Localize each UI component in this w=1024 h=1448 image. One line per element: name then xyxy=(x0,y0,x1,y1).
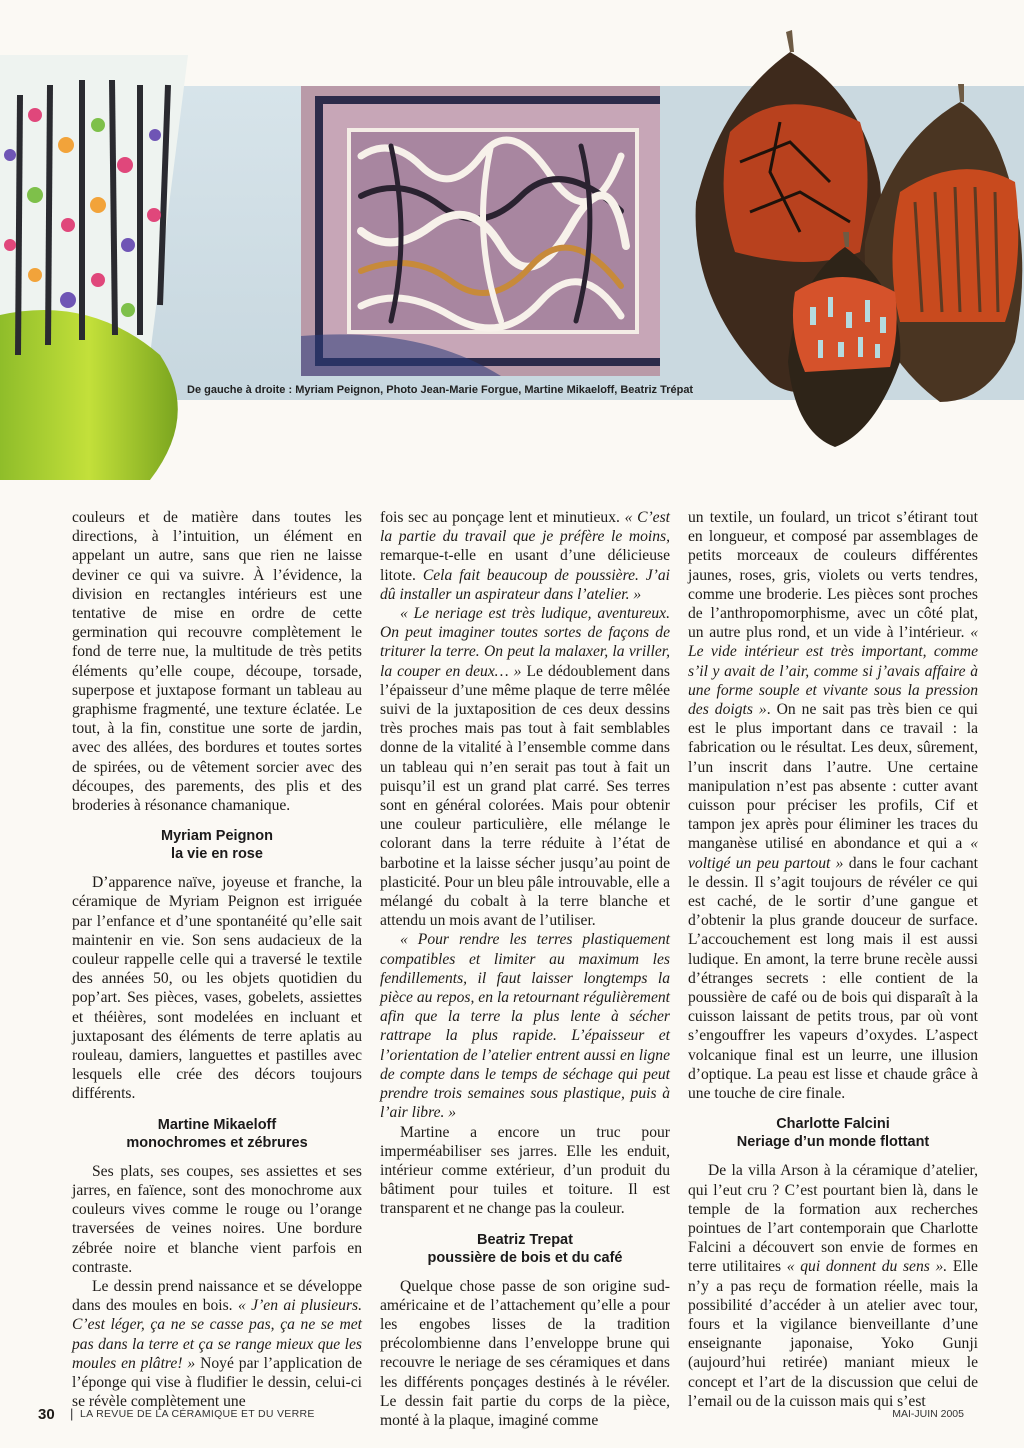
issue-date: MAI-JUIN 2005 xyxy=(892,1408,964,1420)
paragraph: Martine a encore un truc pour imperméabiliser ses jarres. Elle les enduit, intérieur comme extérieur, d’un produit du bâtiment pour tuiles et toiture. Il est transparent et ne change pas la couleur. xyxy=(380,1123,670,1218)
text-column-2 xyxy=(380,508,670,1430)
paragraph xyxy=(688,1161,978,1411)
paragraph xyxy=(72,1277,362,1411)
paragraph xyxy=(380,604,670,930)
text-run: fois sec au ponçage lent et minutieux. xyxy=(380,509,625,526)
paragraph xyxy=(380,508,670,604)
text-column-3 xyxy=(688,508,978,1411)
journal-title: LA REVUE DE LA CÉRAMIQUE ET DU VERRE xyxy=(80,1408,315,1420)
text-column-1 xyxy=(72,508,362,1411)
paragraph: Ses plats, ses coupes, ses assiettes et ses jarres, en faïence, sont des monochrome aux couleurs vives comme le rouge ou l’orange traversées de veines noires. Une bordure zébrée noire et blanche vient parfois en contraste. xyxy=(72,1162,362,1276)
text-run: Le dédoublement dans l’épaisseur d’une même plaque de terre mêlée suivi de la juxtaposition de ces deux dessins très proches mais pas tout à fait semblables donne de la vitalité à l’ensemble comme dans un tableau qui n’en serait pas tout à fait un puisqu’il est un grand plat carré. Ses terres sont en général colorées. Mais pour obtenir une couleur particulière, elle mélange le colorant dans la terre réduite à l’état de barbotine et la laisse sécher jusqu’au point de plasticité. Pour un bleu pâle introuvable, elle a mélangé du cobalt à la terre blanche et attendu un mois avant de l’utiliser. xyxy=(380,662,670,930)
heading-subtitle: monochromes et zébrures xyxy=(126,1134,308,1151)
heading-name: Charlotte Falcini xyxy=(776,1116,890,1133)
section-heading-martine-mikaeloff xyxy=(72,1116,362,1152)
heading-subtitle: Neriage d’un monde flottant xyxy=(736,1134,930,1151)
text-run: dans le four cachant le dessin. Il s’agit toujours de révéler ce qui est caché, de le sortir d’une gangue et d’obtenir la plus grande douceur de surface. L’accouchement est long mais il est aussi ludique. En amont, la terre brune recèle aussi d’étranges secrets : elle contient de la poussière de café ou de bois qui disparaît à la cuisson laissant de petits trous, par où vont s’engouffrer les vapeurs d’oxydes. L’aspect volcanique final est un leurre, une illusion d’optique. La peau est lisse et chaude grâce à une touche de cire finale. xyxy=(688,854,978,1103)
photo-martine-mikaeloff-dish xyxy=(301,86,685,376)
text-run: un textile, un foulard, un tricot s’étirant tout en longueur, et composé par assemblages de petits morceaux de couleurs différentes jaunes, roses, gris, violets ou verts tendres, comme une broderie. Les pièces sont proches de l’anthropomorphisme, avec un côté plat, un autre plus rond, et un vide à l’intérieur. xyxy=(688,509,978,642)
quote-paragraph: « Pour rendre les terres plastiquement compatibles et limiter au maximum les fendillements, il faut laisser longtemps la pièce au repos, en la retournant régulièrement afin que la terre la plus lente à sécher rattrape la plus rapide. L’épaisseur et l’orientation de l’atelier entrent aussi en ligne de compte dans le temps de séchage qui peut prendre trois semaines sous plastique, puis à l’air libre. » xyxy=(380,931,670,1122)
photo-caption: De gauche à droite : Myriam Peignon, Photo Jean-Marie Forgue, Martine Mikaeloff, Beatriz Trépat xyxy=(187,384,694,396)
quote: « qui donnent du sens ». xyxy=(786,1258,948,1276)
section-heading-myriam-peignon xyxy=(72,827,362,863)
quote: Cela fait beaucoup de poussière. J’ai dû installer un aspirateur dans l’atelier. » xyxy=(380,566,670,603)
text-run: De la villa Arson à la céramique d’atelier, qui l’eut cru ? C’est pourtant bien là, dans le temple de la formation aux recherches pointues de l’art contemporain que Charlotte Falcini a découvert son envie de formes en terre utilitaires xyxy=(688,1162,978,1276)
paragraph xyxy=(688,508,978,1103)
text-run: Le dessin prend naissance et se développe dans des moules en bois. xyxy=(72,1277,362,1315)
quote: « voltigé un peu partout » xyxy=(688,835,978,872)
paragraph: couleurs et de matière dans toutes les directions, à l’intuition, un élément en appelant un autre, sans que rien ne laisse deviner ce qui va suivre. À l’évidence, la division en rectangles intérieurs est une tentative de mise en ordre de cette germination qui recouvre complètement le fond de terre nue, la multitude de très petits éléments qu’elle coupe, découpe, torsade, superpose et juxtapose formant un tableau au graphisme fragmenté, une texture éclatée. Le tout, à la fin, constitue une sorte de jardin, avec des allées, des bordures et toutes sortes de spirées, ou de vêtement sorcier avec des découpes, des parements, des plis et des broderies à résonance chamanique. xyxy=(72,509,362,815)
heading-subtitle: poussière de bois et du café xyxy=(427,1249,623,1266)
quote: « C’est la partie du travail que je préfère le moins, xyxy=(380,509,670,546)
heading-name: Martine Mikaeloff xyxy=(157,1116,277,1133)
section-heading-beatriz-trepat xyxy=(380,1231,670,1267)
quote: « J’en ai plusieurs. C’est léger, ça ne se casse pas, ça ne se met pas dans la terre et ça se range mieux que les moules en plâtre! » xyxy=(72,1297,362,1372)
quote: « Le vide intérieur est très important, comme s’il y avait de l’air, comme si j’avais affaire à une forme souple et vivante sous la pression des doigts » xyxy=(688,624,978,719)
quote: « Le neriage est très ludique, aventureux. On peut imaginer toutes sortes de façons de triturer la terre. On peut la malaxer, la vriller, la couper en deux… » xyxy=(380,605,670,680)
section-heading-charlotte-falcini xyxy=(688,1115,978,1151)
text-run: Noyé par l’application de l’éponge qui vise à fludifier le dessin, celui-ci se révèle complètement une xyxy=(72,1354,363,1411)
paragraph: Quelque chose passe de son origine sud-américaine et de l’attachement qu’elle a pour les engobes lisses de la tradition précolombienne dans l’enveloppe brune qui recouvre le neriage de ses céramiques et dans les différents ponçages destinés à le révéler. Le dessin fait partie du corps de la pièce, monté à la plaque, imaginé comme xyxy=(380,1277,670,1429)
photo-beatriz-trepat-vessels xyxy=(660,22,1024,450)
text-run: . On ne sait pas très bien ce qui est le plus important dans ce travail : la fabrication ou le résultat. Les deux, sûrement, l’un inscrit dans l’autre. Une certaine manipulation n’est pas absente : cutter avant cuisson pour préciser les profils, Cif et tampon jex après pour éliminer les traces du manganèse utilisé en abondance et qui a xyxy=(688,701,978,853)
photo-myriam-peignon-vase xyxy=(0,55,188,480)
paragraph: D’apparence naïve, joyeuse et franche, la céramique de Myriam Peignon est irriguée par l’enfance et d’une spontanéité qu’elle sait maintenir en vie. Son sens audacieux de la couleur rappelle celle qui a traversé le textile des années 50, ou les objets quotidien du pop’art. Ses pièces, vases, gobelets, assiettes et théières, sont modelées en incluant et juxtaposant des éléments de terre aplatis au rouleau, damiers, languettes et pastilles avec lesquels elle crée des décors toujours différents. xyxy=(72,874,362,1103)
page-footer xyxy=(0,1404,1024,1428)
page-number: 30 xyxy=(38,1406,55,1423)
heading-name: Myriam Peignon xyxy=(161,828,273,845)
text-run: Elle n’y a pas reçu de formation réelle, mais la possibilité d’accéder à un atelier avec tour, fours et la vigilance bienveillante d’une enseignante japonaise, Yoko Gunji (aujourd’hui retirée) maniant mieux le concept et l’art de la discussion que celui de l’email ou de la cuisson mais qui s’est xyxy=(688,1258,978,1410)
heading-name: Beatriz Trepat xyxy=(477,1231,573,1248)
text-run: remarque-t-elle en usant d’une délicieuse litote. xyxy=(380,547,670,584)
heading-subtitle: la vie en rose xyxy=(171,846,263,863)
footer-separator: | xyxy=(70,1406,74,1421)
